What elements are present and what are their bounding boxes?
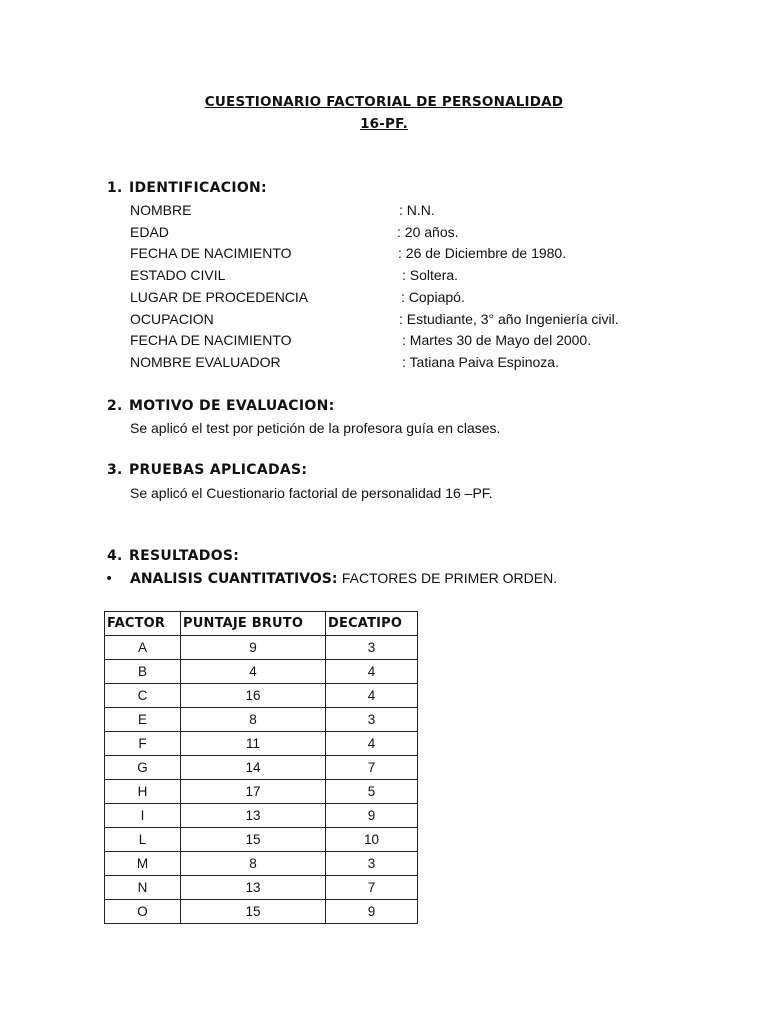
id-value: : Martes 30 de Mayo del 2000. <box>402 332 592 348</box>
section-title: RESULTADOS: <box>129 548 240 564</box>
id-label: EDAD <box>130 224 169 240</box>
id-label: OCUPACION <box>130 311 214 327</box>
cell-decatipo: 5 <box>326 780 418 804</box>
cell-puntaje: 8 <box>181 708 326 732</box>
cell-factor: N <box>105 876 181 900</box>
table-row <box>105 876 418 900</box>
bullet-icon: • <box>105 571 114 587</box>
id-label: NOMBRE <box>130 202 192 218</box>
section-motivo-text: Se aplicó el test por petición de la profesora guía en clases. <box>130 420 501 436</box>
column-header-puntaje: PUNTAJE BRUTO <box>181 612 326 636</box>
cell-factor: B <box>105 660 181 684</box>
table-row <box>105 684 418 708</box>
cell-decatipo: 3 <box>326 636 418 660</box>
id-row <box>130 289 690 309</box>
id-value: : Estudiante, 3° año Ingeniería civil. <box>399 311 619 327</box>
cell-decatipo: 3 <box>326 852 418 876</box>
section-number: 4. <box>107 548 123 564</box>
section-title: IDENTIFICACION: <box>129 180 267 196</box>
table-row <box>105 852 418 876</box>
cell-decatipo: 4 <box>326 660 418 684</box>
section-number: 3. <box>107 462 123 478</box>
cell-decatipo: 3 <box>326 708 418 732</box>
cell-decatipo: 9 <box>326 900 418 924</box>
cell-factor: L <box>105 828 181 852</box>
id-row <box>130 311 690 331</box>
table-header-row <box>105 612 418 636</box>
cell-puntaje: 11 <box>181 732 326 756</box>
cell-puntaje: 13 <box>181 804 326 828</box>
id-value: : Tatiana Paiva Espinoza. <box>402 354 559 370</box>
table-row <box>105 660 418 684</box>
section-resultados-heading <box>107 548 239 564</box>
cell-puntaje: 15 <box>181 900 326 924</box>
section-motivo-heading <box>107 398 335 414</box>
document-subtitle: 16-PF. <box>360 116 408 132</box>
table-row <box>105 756 418 780</box>
cell-puntaje: 16 <box>181 684 326 708</box>
cell-factor: H <box>105 780 181 804</box>
column-header-factor: FACTOR <box>105 612 181 636</box>
factors-table <box>104 611 418 924</box>
cell-decatipo: 4 <box>326 684 418 708</box>
results-bullet <box>105 570 557 587</box>
section-pruebas-heading <box>107 462 307 478</box>
cell-puntaje: 15 <box>181 828 326 852</box>
table-row <box>105 900 418 924</box>
table-row <box>105 804 418 828</box>
cell-puntaje: 13 <box>181 876 326 900</box>
id-label: LUGAR DE PROCEDENCIA <box>130 289 309 305</box>
section-pruebas-text: Se aplicó el Cuestionario factorial de personalidad 16 –PF. <box>130 485 493 501</box>
table-row <box>105 636 418 660</box>
section-title: PRUEBAS APLICADAS: <box>129 462 308 478</box>
cell-puntaje: 9 <box>181 636 326 660</box>
cell-decatipo: 7 <box>326 756 418 780</box>
column-header-decatipo: DECATIPO <box>326 612 418 636</box>
table-row <box>105 780 418 804</box>
document-title: CUESTIONARIO FACTORIAL DE PERSONALIDAD <box>204 94 564 110</box>
id-value: : N.N. <box>399 202 435 218</box>
cell-puntaje: 4 <box>181 660 326 684</box>
id-row <box>130 202 690 222</box>
cell-factor: O <box>105 900 181 924</box>
table-row <box>105 828 418 852</box>
cell-puntaje: 17 <box>181 780 326 804</box>
cell-factor: A <box>105 636 181 660</box>
id-value: : 26 de Diciembre de 1980. <box>398 245 567 261</box>
id-label: NOMBRE EVALUADOR <box>130 354 281 370</box>
section-number: 2. <box>107 398 123 414</box>
id-value: : Copiapó. <box>401 289 465 305</box>
id-label: FECHA DE NACIMIENTO <box>130 245 292 261</box>
cell-factor: F <box>105 732 181 756</box>
id-row <box>130 267 690 287</box>
bullet-text: FACTORES DE PRIMER ORDEN. <box>341 570 558 586</box>
id-label: ESTADO CIVIL <box>130 267 226 283</box>
bullet-bold-text: ANALISIS CUANTITATIVOS: <box>130 571 338 587</box>
cell-factor: E <box>105 708 181 732</box>
section-identificacion-heading <box>107 180 267 196</box>
cell-puntaje: 14 <box>181 756 326 780</box>
cell-factor: C <box>105 684 181 708</box>
table-row <box>105 708 418 732</box>
id-row <box>130 224 690 244</box>
id-value: : Soltera. <box>402 267 459 283</box>
cell-decatipo: 7 <box>326 876 418 900</box>
table-row <box>105 732 418 756</box>
cell-factor: M <box>105 852 181 876</box>
id-row <box>130 354 690 374</box>
cell-factor: I <box>105 804 181 828</box>
cell-decatipo: 4 <box>326 732 418 756</box>
cell-decatipo: 9 <box>326 804 418 828</box>
id-row <box>130 332 690 352</box>
cell-factor: G <box>105 756 181 780</box>
id-value: : 20 años. <box>397 224 459 240</box>
section-number: 1. <box>107 180 123 196</box>
section-title: MOTIVO DE EVALUACION: <box>129 398 335 414</box>
cell-decatipo: 10 <box>326 828 418 852</box>
id-row <box>130 245 690 265</box>
cell-puntaje: 8 <box>181 852 326 876</box>
id-label: FECHA DE NACIMIENTO <box>130 332 292 348</box>
